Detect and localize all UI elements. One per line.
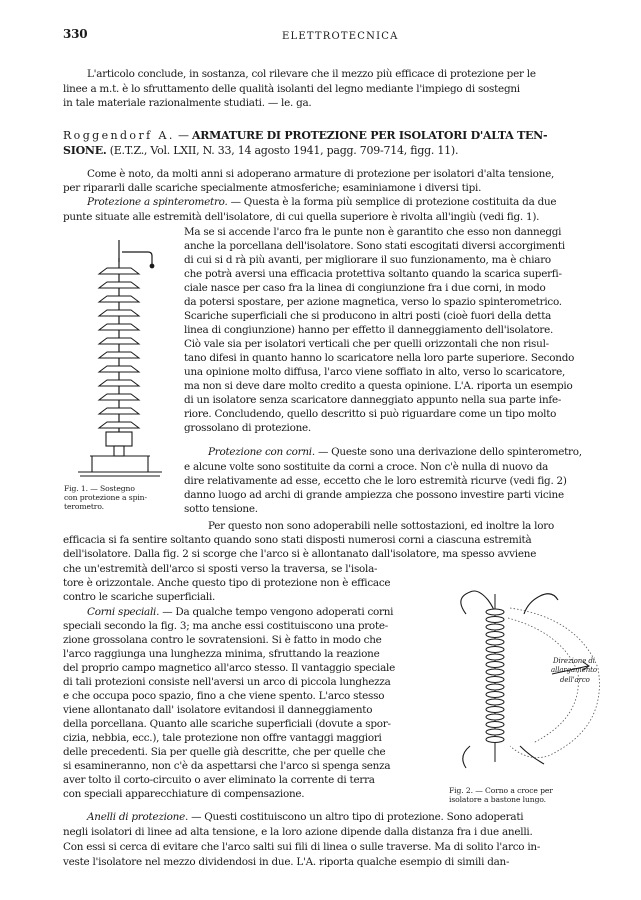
figure-2-caption: isolatore a bastone lungo.	[449, 795, 546, 804]
body-line: punte situate alle estremità dell'isolatore, di cui quella superiore è rivolta all'ingiù (vedi fig. 1).	[63, 211, 540, 223]
insulator-shed	[99, 324, 139, 330]
insulator-shed	[486, 632, 504, 638]
article-title-cont: SIONE.	[63, 144, 107, 157]
insulator-shed	[99, 422, 139, 428]
section-heading: Protezione a spinterometro.	[87, 196, 228, 208]
insulator-shed	[486, 714, 504, 720]
page-number: 330	[63, 27, 88, 41]
body-line: dire relativamente ad esse, eccetto che le loro estremità ricurve (vedi fig. 2)	[184, 475, 567, 487]
insulator-shed	[99, 310, 139, 316]
insulator-shed	[99, 296, 139, 302]
body-line: tore è orizzontale. Anche questo tipo di protezione non è efficace	[63, 577, 391, 589]
insulator-shed	[99, 366, 139, 372]
article-author: Roggendorf A.	[63, 129, 175, 142]
insulator-shed	[99, 380, 139, 386]
body-line: una opinione molto diffusa, l'arco viene soffiato in alto, verso lo scaricatore,	[184, 366, 566, 378]
body-line: che un'estremità dell'arco si sposti verso la traversa, se l'isola-	[63, 563, 378, 575]
body-line: dell'isolatore. Dalla fig. 2 si scorge che l'arco si è allontanato dall'isolatore, ma spesso avviene	[63, 548, 537, 560]
body-line: grossolano di protezione.	[184, 422, 311, 434]
figure-2-annotation: Direzione di	[553, 657, 595, 665]
article-heading-cont	[63, 144, 458, 157]
body-line: di un isolatore senza scaricatore danneggiato appunto nella sua parte infe-	[184, 394, 562, 406]
section-heading-line: Protezione a spinterometro. — Questa è la forma più semplice di protezione costituita da due	[87, 196, 557, 208]
insulator-shed	[99, 268, 139, 274]
body-line: negli isolatori di linee ad alta tensione, e la loro azione dipende dalla distanza fra i due anelli.	[63, 826, 533, 838]
article-heading	[63, 129, 547, 142]
insulator-shed	[486, 707, 504, 713]
body-line: cizia, nebbia, ecc.), tale protezione non offre vantaggi maggiori	[63, 732, 382, 744]
intro-line: linee a m.t. è lo sfruttamento delle qualità isolanti del legno mediante l'impiego di sostegni	[63, 83, 520, 95]
insulator-sheds	[486, 594, 504, 762]
body-line: Con essi si cerca di evitare che l'arco salti sui fili di linea o sulle traverse. Ma di solito l'arco in-	[63, 841, 541, 853]
insulator-shed	[486, 662, 504, 668]
figure-1-caption: Fig. 1. — Sostegno	[64, 484, 135, 493]
body-line: del proprio campo magnetico all'arco stesso. Il vantaggio speciale	[63, 662, 396, 674]
body-line: con speciali apparecchiature di compensazione.	[63, 788, 305, 800]
figure-1-caption: terometro.	[64, 502, 104, 511]
body-line: aver tolto il corto-circuito o aver eliminato la corrente di terra	[63, 774, 375, 786]
insulator-shed	[486, 737, 504, 743]
insulator-shed	[486, 617, 504, 623]
body-line: Come è noto, da molti anni si adoperano armature di protezione per isolatori d'alta tensione,	[87, 168, 555, 180]
section-heading: Protezione con corni.	[208, 446, 315, 458]
insulator-shed	[486, 722, 504, 728]
section-heading-line: Corni speciali. — Da qualche tempo vengono adoperati corni	[87, 606, 394, 618]
article-title: ARMATURE DI PROTEZIONE PER ISOLATORI D'ALTA TEN-	[191, 129, 548, 142]
body-line: e che occupa poco spazio, fino a che viene spento. L'arco stesso	[63, 690, 385, 702]
insulator-shed	[99, 338, 139, 344]
insulator-shed	[99, 408, 139, 414]
figure-2-annotation: dell'arco	[560, 676, 590, 684]
body-line: che potrà aversi una efficacia protettiva soltanto quando la scarica superfi-	[184, 268, 562, 280]
insulator-shed	[486, 647, 504, 653]
insulator-shed	[99, 282, 139, 288]
body-line: riore. Concludendo, quello descritto si può riguardare come un tipo molto	[184, 408, 557, 420]
body-line: anche la porcellana dell'isolatore. Sono stati escogitati diversi accorgimenti	[184, 240, 565, 252]
body-line: si esamineranno, non c'è da aspettarsi che l'arco si spenga senza	[63, 760, 391, 772]
insulator-shed	[486, 699, 504, 705]
insulator-shed	[486, 684, 504, 690]
insulator-shed	[486, 639, 504, 645]
body-line: della porcellana. Quanto alle scariche superficiali (dovute a spor-	[63, 718, 391, 730]
body-line: viene allontanato dall' isolatore evitandosi il danneggiamento	[63, 704, 373, 716]
body-line: di tali protezioni consiste nell'aversi un arco di piccola lunghezza	[63, 676, 391, 688]
body-line: efficacia si fa sentire soltanto quando sono stati disposti numerosi corni a ciascuna estremità	[63, 534, 532, 546]
insulator-shed	[486, 692, 504, 698]
body-line: danno luogo ad archi di grande ampiezza che possono investire parti vicine	[184, 489, 564, 501]
body-line: di cui si d rà più avanti, per migliorare il suo funzionamento, ma è chiaro	[184, 254, 551, 266]
insulator-shed	[486, 654, 504, 660]
body-line: linea di congiunzione) hanno per effetto il danneggiamento dell'isolatore.	[184, 324, 554, 336]
figure-1-insulator-drawing	[70, 240, 170, 480]
article-source: (E.T.Z., Vol. LXII, N. 33, 14 agosto 1941, pagg. 709-714, figg. 11).	[109, 144, 459, 157]
body-line: l'arco raggiunga una lunghezza minima, sfruttando la reazione	[63, 648, 380, 660]
body-line: da potersi spostare, per azione magnetica, verso lo spazio spinterometrico.	[184, 296, 562, 308]
insulator-shed	[486, 624, 504, 630]
intro-line: L'articolo conclude, in sostanza, col rilevare che il mezzo più efficace di protezione per le	[87, 68, 536, 80]
running-title: ELETTROTECNICA	[282, 31, 399, 42]
body-line: zione grossolana contro le sovratensioni. Si è fatto in modo che	[63, 634, 382, 646]
body-line: tano difesi in quanto hanno lo scaricatore nella loro parte superiore. Secondo	[184, 352, 575, 364]
section-heading-line: Anelli di protezione. — Questi costituiscono un altro tipo di protezione. Sono adoperati	[87, 811, 524, 823]
section-heading-line: Protezione con corni. — Queste sono una derivazione dello spinterometro,	[208, 446, 582, 458]
heading-dash: —	[174, 129, 192, 142]
body-line: delle precedenti. Sia per quelle già descritte, che per quelle che	[63, 746, 386, 758]
body-line: per ripararli dalle scariche specialmente atmosferiche; esaminiamone i diversi tipi.	[63, 182, 482, 194]
insulator-shed	[99, 352, 139, 358]
intro-line: in tale materiale razionalmente studiati. — le. ga.	[63, 97, 312, 109]
body-line: veste l'isolatore nel mezzo dividendosi in due. L'A. riporta qualche esempio di simili dan-	[63, 856, 510, 868]
body-line: contro le scariche superficiali.	[63, 591, 216, 603]
body-line: ma non si deve dare molto credito a questa opinione. L'A. riporta un esempio	[184, 380, 573, 392]
insulator-shed	[486, 729, 504, 735]
figure-2-annotation: allargamento	[551, 666, 597, 674]
insulator-shed	[99, 394, 139, 400]
section-heading: Corni speciali.	[87, 606, 160, 618]
body-line: speciali secondo la fig. 3; ma anche essi costituiscono una prote-	[63, 620, 389, 632]
body-line: Per questo non sono adoperabili nelle sottostazioni, ed inoltre la loro	[208, 520, 554, 532]
body-line: e alcune volte sono sostituite da corni a croce. Non c'è nulla di nuovo da	[184, 461, 549, 473]
body-line: Scariche superficiali che si producono in altri posti (cioè fuori della detta	[184, 310, 552, 322]
body-line: Ma se si accende l'arco fra le punte non è garantito che esso non danneggi	[184, 226, 562, 238]
body-line: Ciò vale sia per isolatori verticali che per quelli orizzontali che non risul-	[184, 338, 549, 350]
figure-1-caption: con protezione a spin-	[64, 493, 147, 502]
section-heading: Anelli di protezione.	[87, 811, 189, 823]
insulator-shed	[486, 669, 504, 675]
insulator-shed	[486, 677, 504, 683]
body-line: ciale nasce per caso fra la linea di congiunzione fra i due corni, in modo	[184, 282, 546, 294]
figure-2-caption: Fig. 2. — Corno a croce per	[449, 786, 553, 795]
body-line: sotto tensione.	[184, 503, 258, 515]
insulator-shed	[486, 609, 504, 615]
